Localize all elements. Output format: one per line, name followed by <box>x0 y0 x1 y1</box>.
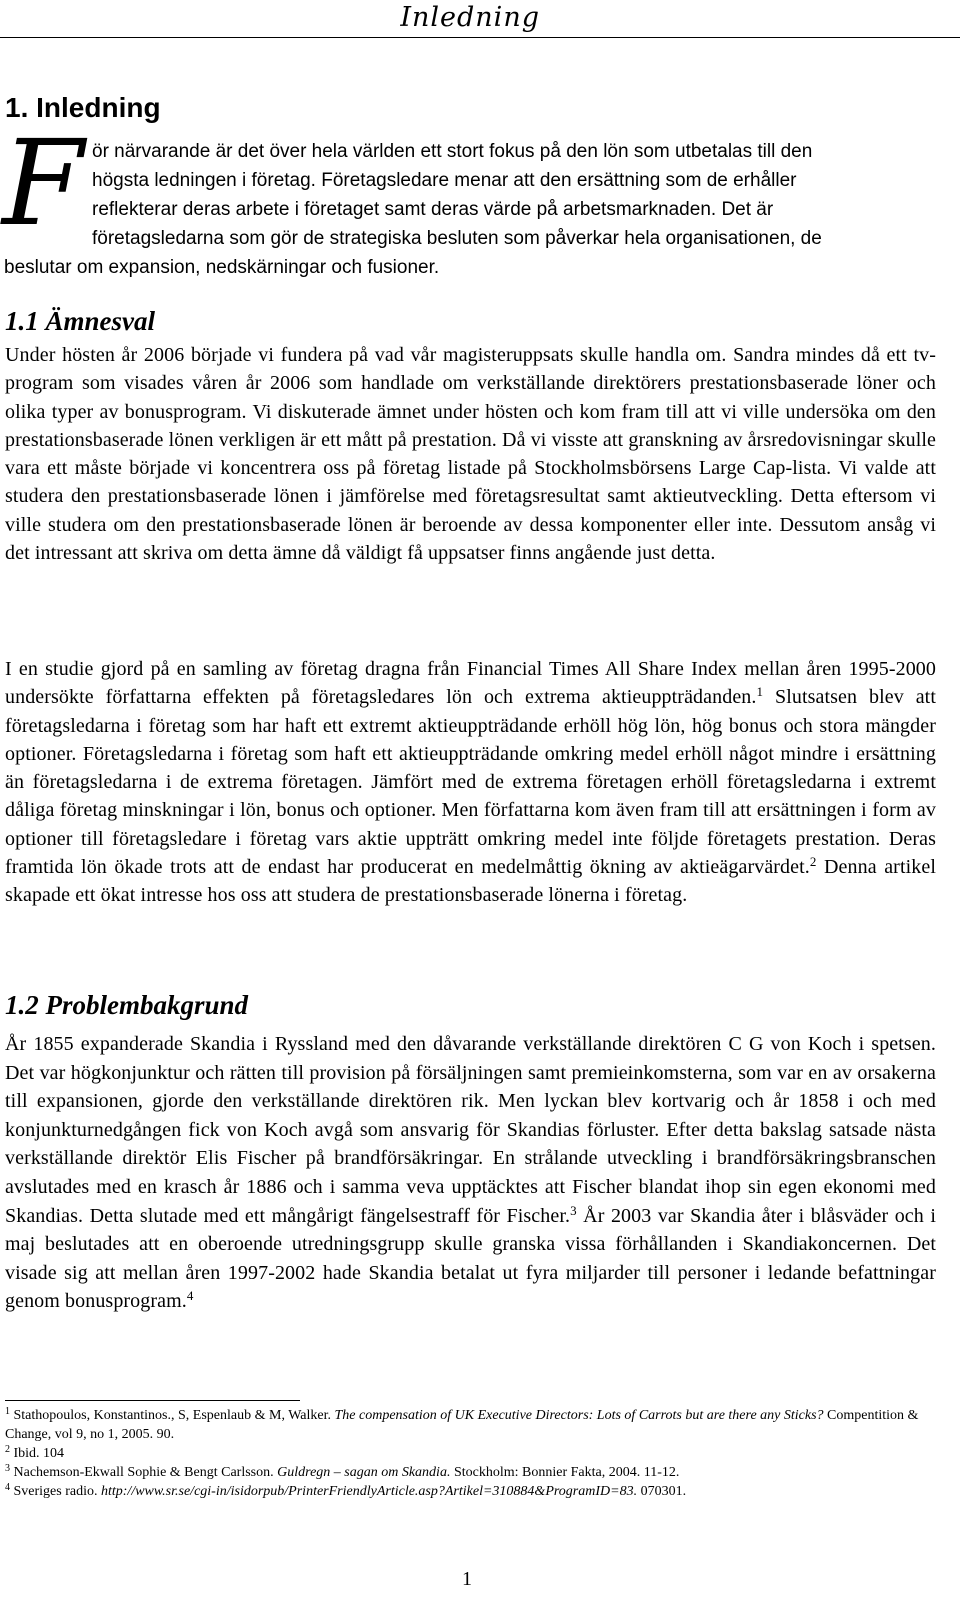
running-header <box>0 0 960 40</box>
section-title-amnesval: 1.1 Ämnesval <box>5 306 156 336</box>
paragraph-text: Slutsatsen blev att företagsledarna i företag som har haft ett extremt aktieuppträdande erhöll hög lön, hög bonus och stora mängder optioner. Företagsledarna i företag som haft ett aktieuppträdande omkring medel erhöll något mindre i ersättning än företagsledarna i de extrema företagen. Jämfört med de extrema företagen erhöll företagsledarna i extremt dåliga företag minskningar i lön, bonus och optioner. Men författarna kom även fram till att ersättningen i form av optioner till företagsledare i företag vars aktie uppträtt omkring medel inte följde företagets prestation. Deras framtida lön ökade trots att de endast har producerat en medelmåttig ökning av aktieägarvärdet. <box>5 686 936 879</box>
footnote-ref-3[interactable]: 3 <box>570 1202 577 1218</box>
footnote-ref-1[interactable]: 1 <box>756 684 764 700</box>
footnote-ref-2[interactable]: 2 <box>809 854 817 870</box>
chapter-title: 1. Inledning <box>5 92 161 123</box>
footnote-title: The compensation of UK Executive Directors: Lots of Carrots but are there any Sticks? <box>334 1408 824 1423</box>
footnote-text: Compentition & Change, vol 9, no 1, 2005. 90. <box>5 1408 919 1442</box>
paragraph-amnesval-1: Under hösten år 2006 började vi fundera på vad vår magisteruppsats skulle handla om. Sandra mindes då ett tv-program som visades våren år 2006 som handlade om verkställande direktörers prestationsbaserade löner och olika typer av bonusprogram. Vi diskuterade ämnet under hösten och kom fram till att vi ville undersöka om den prestationsbaserade lönen verkligen är ett mått på prestation. Då vi visste att granskning av årsredovisningar skulle vara ett måste började vi koncentrera oss på företag listade på Stockholmsbörsens Large Cap-lista. Vi valde att studera den prestationsbaserade lönen i jämförelse med företagsresultat samt aktieutveckling. Detta eftersom vi ville studera om den prestationsbaserade lönen är beroende av dessa komponenter eller inte. Dessutom ansåg vi det intressant att skriva om detta ämne då väldigt få uppsatser finns angående just detta. <box>5 344 936 565</box>
intro-last-line: beslutar om expansion, nedskärningar och fusioner. <box>4 257 440 278</box>
footnote-number: 3 <box>5 1463 10 1474</box>
footnote-ref-4[interactable]: 4 <box>186 1288 194 1304</box>
paragraph-amnesval-2 <box>5 655 936 910</box>
page-number: 1 <box>462 1568 472 1590</box>
intro-paragraph <box>0 137 940 282</box>
footnote-item <box>5 1463 935 1482</box>
footnote-item <box>5 1406 935 1444</box>
paragraph-text: I en studie gjord på en samling av företag dragna från Financial Times All Share Index mellan åren 1995-2000 undersökte författarna effekten på företagsledares lön och extrema aktieuppträdanden. <box>5 658 936 709</box>
section-title-problembakgrund: 1.2 Problembakgrund <box>5 990 249 1020</box>
footnote-text: Stathopoulos, Konstantinos., S, Espenlaub & M, Walker. <box>13 1408 335 1423</box>
footnote-item <box>5 1444 935 1463</box>
paragraph-text: Denna artikel skapade ett ökat intresse hos oss att studera de prestationsbaserade lönerna i företag. <box>5 856 936 907</box>
footnote-link[interactable]: http://www.sr.se/cgi-in/isidorpub/PrinterFriendlyArticle.asp?Artikel=310884&ProgramID=83. <box>100 1484 638 1499</box>
paragraph-text: År 1855 expanderade Skandia i Ryssland med den dåvarande verkställande direktören C G von Koch i spetsen. Det var högkonjunktur och rätten till provision på försäljningen samt premieinkomsterna, som var en av orsakerna till expansionen, gjorde den verkställande direktören rik. Men lyckan blev kortvarig och år 1858 i och med konjunkturnedgången fick von Koch avgå som ansvarig för Skandias förluster. Efter detta bakslag satsade nästa verkställande direktör Elis Fischer på brandförsäkringar. En strålande utveckling i brandförsäkringsbranschen avslutades med en krasch år 1886 och i samma veva upptäcktes att Fischer blandat ihop sin egen ekonomi med Skandias. Detta slutade med ett mångårigt fängelsestraff för Fischer. <box>5 1033 936 1227</box>
intro-line: högsta ledningen i företag. Företagsledare menar att den ersättning som de erhåller <box>92 170 797 191</box>
paragraph-problembakgrund <box>5 1030 936 1316</box>
footnote-number: 1 <box>5 1406 10 1417</box>
header-rule <box>0 37 960 38</box>
footnote-text: Sveriges radio. <box>13 1484 101 1499</box>
footnote-text: 070301. <box>637 1484 687 1499</box>
footnote-text: Ibid. 104 <box>13 1446 65 1461</box>
footnote-number: 2 <box>5 1444 10 1455</box>
intro-line: ör närvarande är det över hela världen ett stort fokus på den lön som utbetalas till den <box>92 141 813 162</box>
intro-line: företagsledarna som gör de strategiska besluten som påverkar hela organisationen, de <box>92 228 822 249</box>
intro-line: reflekterar deras arbete i företaget samt deras värde på arbetsmarknaden. Det är <box>92 199 774 220</box>
footnotes <box>5 1406 935 1501</box>
drop-cap: F <box>2 114 84 252</box>
footnote-separator <box>5 1400 300 1401</box>
footnote-text: Stockholm: Bonnier Fakta, 2004. 11-12. <box>450 1465 680 1480</box>
footnote-text: Nachemson-Ekwall Sophie & Bengt Carlsson. <box>13 1465 278 1480</box>
paragraph-text: År 2003 var Skandia åter i blåsväder och i maj beslutades att en oberoende utredningsgrupp skulle granska vissa förhållanden i Skandiakoncernen. Det visade sig att mellan åren 1997-2002 hade Skandia betalat ut fyra miljarder till personer i ledande befattningar genom bonusprogram. <box>5 1204 937 1313</box>
footnote-title: Guldregn – sagan om Skandia. <box>277 1465 451 1480</box>
running-header-title: Inledning <box>400 2 540 33</box>
footnote-number: 4 <box>5 1482 10 1493</box>
footnote-item <box>5 1482 935 1501</box>
